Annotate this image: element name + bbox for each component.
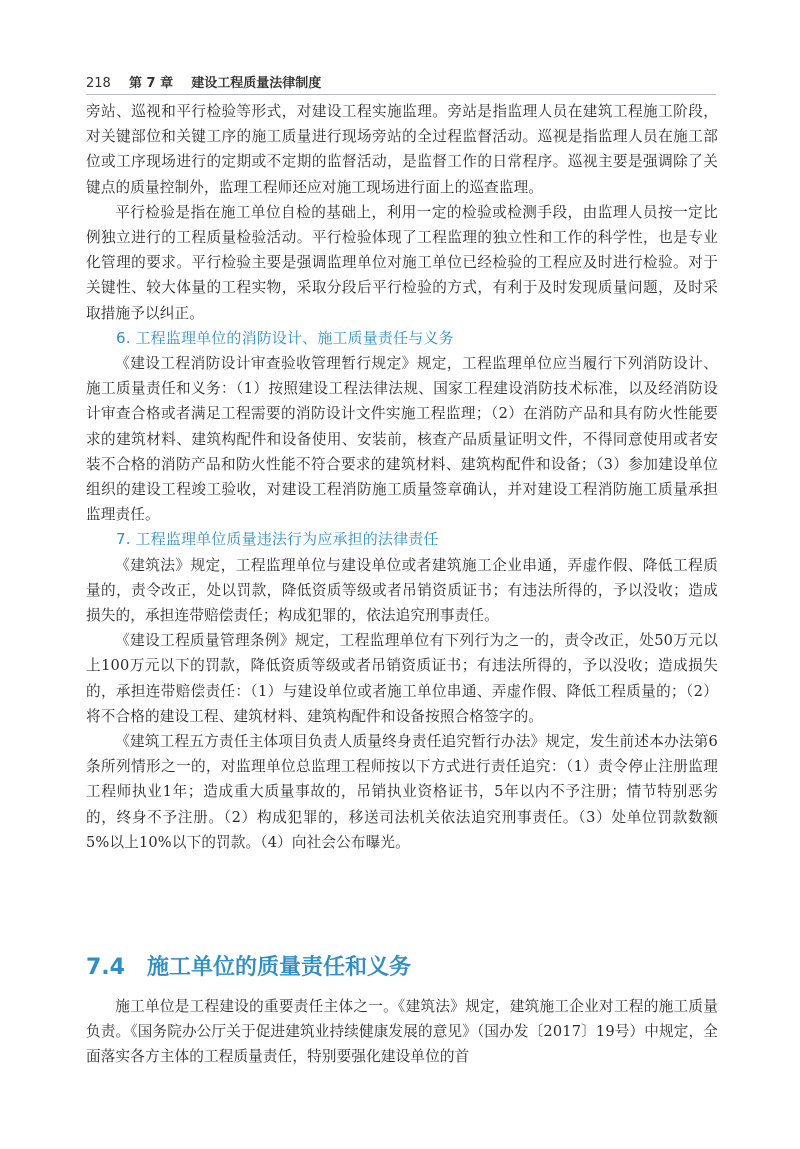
paragraph: 平行检验是指在施工单位自检的基础上，利用一定的检验或检测手段，由监理人员按一定比例独立进行的工程质量检验活动。平行检验体现了工程监理的独立性和工作的科学性，也是专业化管理的要求。平行检验主要是强调监理单位对施工单位已经检验的工程应及时进行检验。对于关键性、较大体量的工程实物，采取分段后平行检验的方式，有利于及时发现质量问题，及时采取措施予以纠正。 [86,203,718,322]
header-divider [86,94,716,95]
subheading-legal-liability: 7. 工程监理单位质量违法行为应承担的法律责任 [116,530,439,549]
page-header [86,72,716,91]
paragraph: 旁站、巡视和平行检验等形式，对建设工程实施监理。旁站是指监理人员在建筑工程施工阶段，对关键部位和关键工序的施工质量进行现场旁站的全过程监督活动。巡视是指监理人员在施工部位或工序现场进行的定期或不定期的监督活动，是监督工作的日常程序。巡视主要是强调除了关键点的质量控制外，监理工程师还应对施工现场进行面上的巡查监理。 [86,103,718,196]
paragraph: 《建设工程消防设计审查验收管理暂行规定》规定，工程监理单位应当履行下列消防设计、施工质量责任和义务：（1）按照建设工程法律法规、国家工程建设消防技术标准，以及经消防设计审查合格或者满足工程需要的消防设计文件实施工程监理；（2）在消防产品和具有防火性能要求的建筑材料、建筑构配件和设备使用、安装前，核查产品质量证明文件，不得同意使用或者安装不合格的消防产品和防火性能不符合要求的建筑材料、建筑构配件和设备；（3）参加建设单位组织的建设工程竣工验收，对建设工程消防施工质量签章确认，并对建设工程消防施工质量承担监理责任。 [86,355,718,524]
section-body-text [86,994,718,1070]
chapter-title: 建设工程质量法律制度 [191,76,322,91]
paragraph: 施工单位是工程建设的重要责任主体之一。《建筑法》规定，建筑施工企业对工程的施工质量负责。《国务院办公厅关于促进建筑业持续健康发展的意见》（国办发〔2017〕19号）中规定，全面落实各方主体的工程质量责任，特别要强化建设单位的首 [86,998,718,1066]
paragraph: 《建筑工程五方责任主体项目负责人质量终身责任追究暂行办法》规定，发生前述本办法第6条所列情形之一的，对监理单位总监理工程师按以下方式进行责任追究：（1）责令停止注册监理工程师执业1年；造成重大质量事故的，吊销执业资格证书，5年以内不予注册；情节特别恶劣的，终身不予注册。（2）构成犯罪的，移送司法机关依法追究刑事责任。（3）处单位罚款数额5%以上10%以下的罚款。（4）向社会公布曝光。 [86,733,718,851]
body-text [86,99,718,855]
subheading-fire-safety: 6. 工程监理单位的消防设计、施工质量责任与义务 [116,328,454,347]
paragraph: 《建设工程质量管理条例》规定，工程监理单位有下列行为之一的，责令改正，处50万元以上100万元以下的罚款，降低资质等级或者吊销资质证书；有违法所得的，予以没收；造成损失的，承担连带赔偿责任：（1）与建设单位或者施工单位串通、弄虚作假、降低工程质量的；（2）将不合格的建设工程、建筑材料、建筑构配件和设备按照合格签字的。 [86,632,718,725]
page-number: 218 [86,76,111,91]
section-heading [86,950,411,981]
section-number: 7.4 [86,955,125,980]
paragraph: 《建筑法》规定，工程监理单位与建设单位或者建筑施工企业串通，弄虚作假、降低工程质量的，责令改正，处以罚款，降低资质等级或者吊销资质证书；有违法所得的，予以没收；造成损失的，承担连带赔偿责任；构成犯罪的，依法追究刑事责任。 [86,556,718,625]
section-title: 施工单位的质量责任和义务 [146,955,411,980]
chapter-label: 第 7 章 [128,76,174,91]
